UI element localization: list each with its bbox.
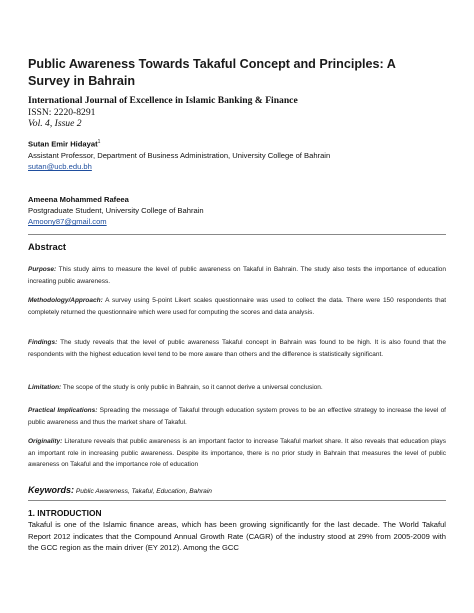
introduction-text: Takaful is one of the Islamic finance areas, which has been growing significantly for the last decade. The World Takaful Report 2012 indicates that the Compound Annual Growth Rate (CAGR) of the industry stood at 29% from 2005-2009 with the GCC region as the main driver (EY 2012). Among the GCC [28,520,446,553]
keywords-label: Keywords: [28,485,75,495]
abstract-heading: Abstract [28,241,67,252]
abstract-findings [28,337,446,360]
author-superscript: 1 [97,139,101,145]
author-email-link[interactable]: sutan@ucb.edu.bh [28,161,92,171]
journal-info [28,95,438,130]
keywords-text: Public Awareness, Takaful, Education, Bahrain [74,488,212,495]
purpose-text: This study aims to measure the level of public awareness on Takaful in Bahrain. The study also tests the importance of education increating public awareness. [28,266,446,285]
practical-label: Practical Implications: [28,407,98,414]
journal-volume: Vol. 4, Issue 2 [28,118,82,129]
keywords-line [28,485,212,495]
journal-name: International Journal of Excellence in Islamic Banking & Finance [28,95,298,106]
abstract-originality [28,436,446,471]
findings-label: Findings: [28,339,58,346]
author-block-2 [28,194,438,228]
section-heading-introduction: 1. INTRODUCTION [28,508,102,518]
method-label: Methodology/Approach: [28,297,103,304]
author-name: Ameena Mohammed Rafeea [28,195,129,204]
paper-title: Public Awareness Towards Takaful Concept and Principles: A Survey in Bahrain [28,57,396,88]
purpose-label: Purpose: [28,266,57,273]
practical-text: Spreading the message of Takaful through education system proves to be an effective strategy to increase the level of public awareness and thus the market share of Takaful. [28,407,446,426]
author-affiliation: Postgraduate Student, University College of Bahrain [28,206,204,216]
author-block-1 [28,137,438,172]
abstract-methodology [28,295,446,318]
method-text: A survey using 5-point Likert scales questionnaire was used to collect the data. There were 150 respondents that completely returned the questionnaire which were used for computing the scores and data analysis. [28,297,446,316]
abstract-practical [28,405,446,428]
originality-label: Originality: [28,438,63,445]
findings-text: The study reveals that the level of public awareness Takaful concept in Bahrain was found to be high. It is also found that the respondents with the highest education level tend to be more aware than others and the difference is statistically significant. [28,339,446,358]
author-email-link[interactable]: Amoony87@gmail.com [28,217,107,227]
limitation-label: Limitation: [28,384,62,391]
abstract-limitation [28,382,446,394]
author-affiliation: Assistant Professor, Department of Business Administration, University College of Bahrain [28,150,331,160]
divider-top [28,234,446,235]
originality-text: Literature reveals that public awareness is an important factor to increase Takaful market share. It also reveals that education plays an important role in increasing public awareness. Despite its importance, there is no prior study in Bahrain that measures the level of public awareness on Takaful and the importance role of education [28,438,446,469]
author-name: Sutan Emir Hidayat [28,139,98,149]
limitation-text: The scope of the study is only public in Bahrain, so it cannot derive a universal conclusion. [61,384,323,391]
journal-issn: ISSN: 2220-8291 [28,106,96,118]
abstract-purpose [28,264,446,287]
divider-bottom [28,500,446,501]
